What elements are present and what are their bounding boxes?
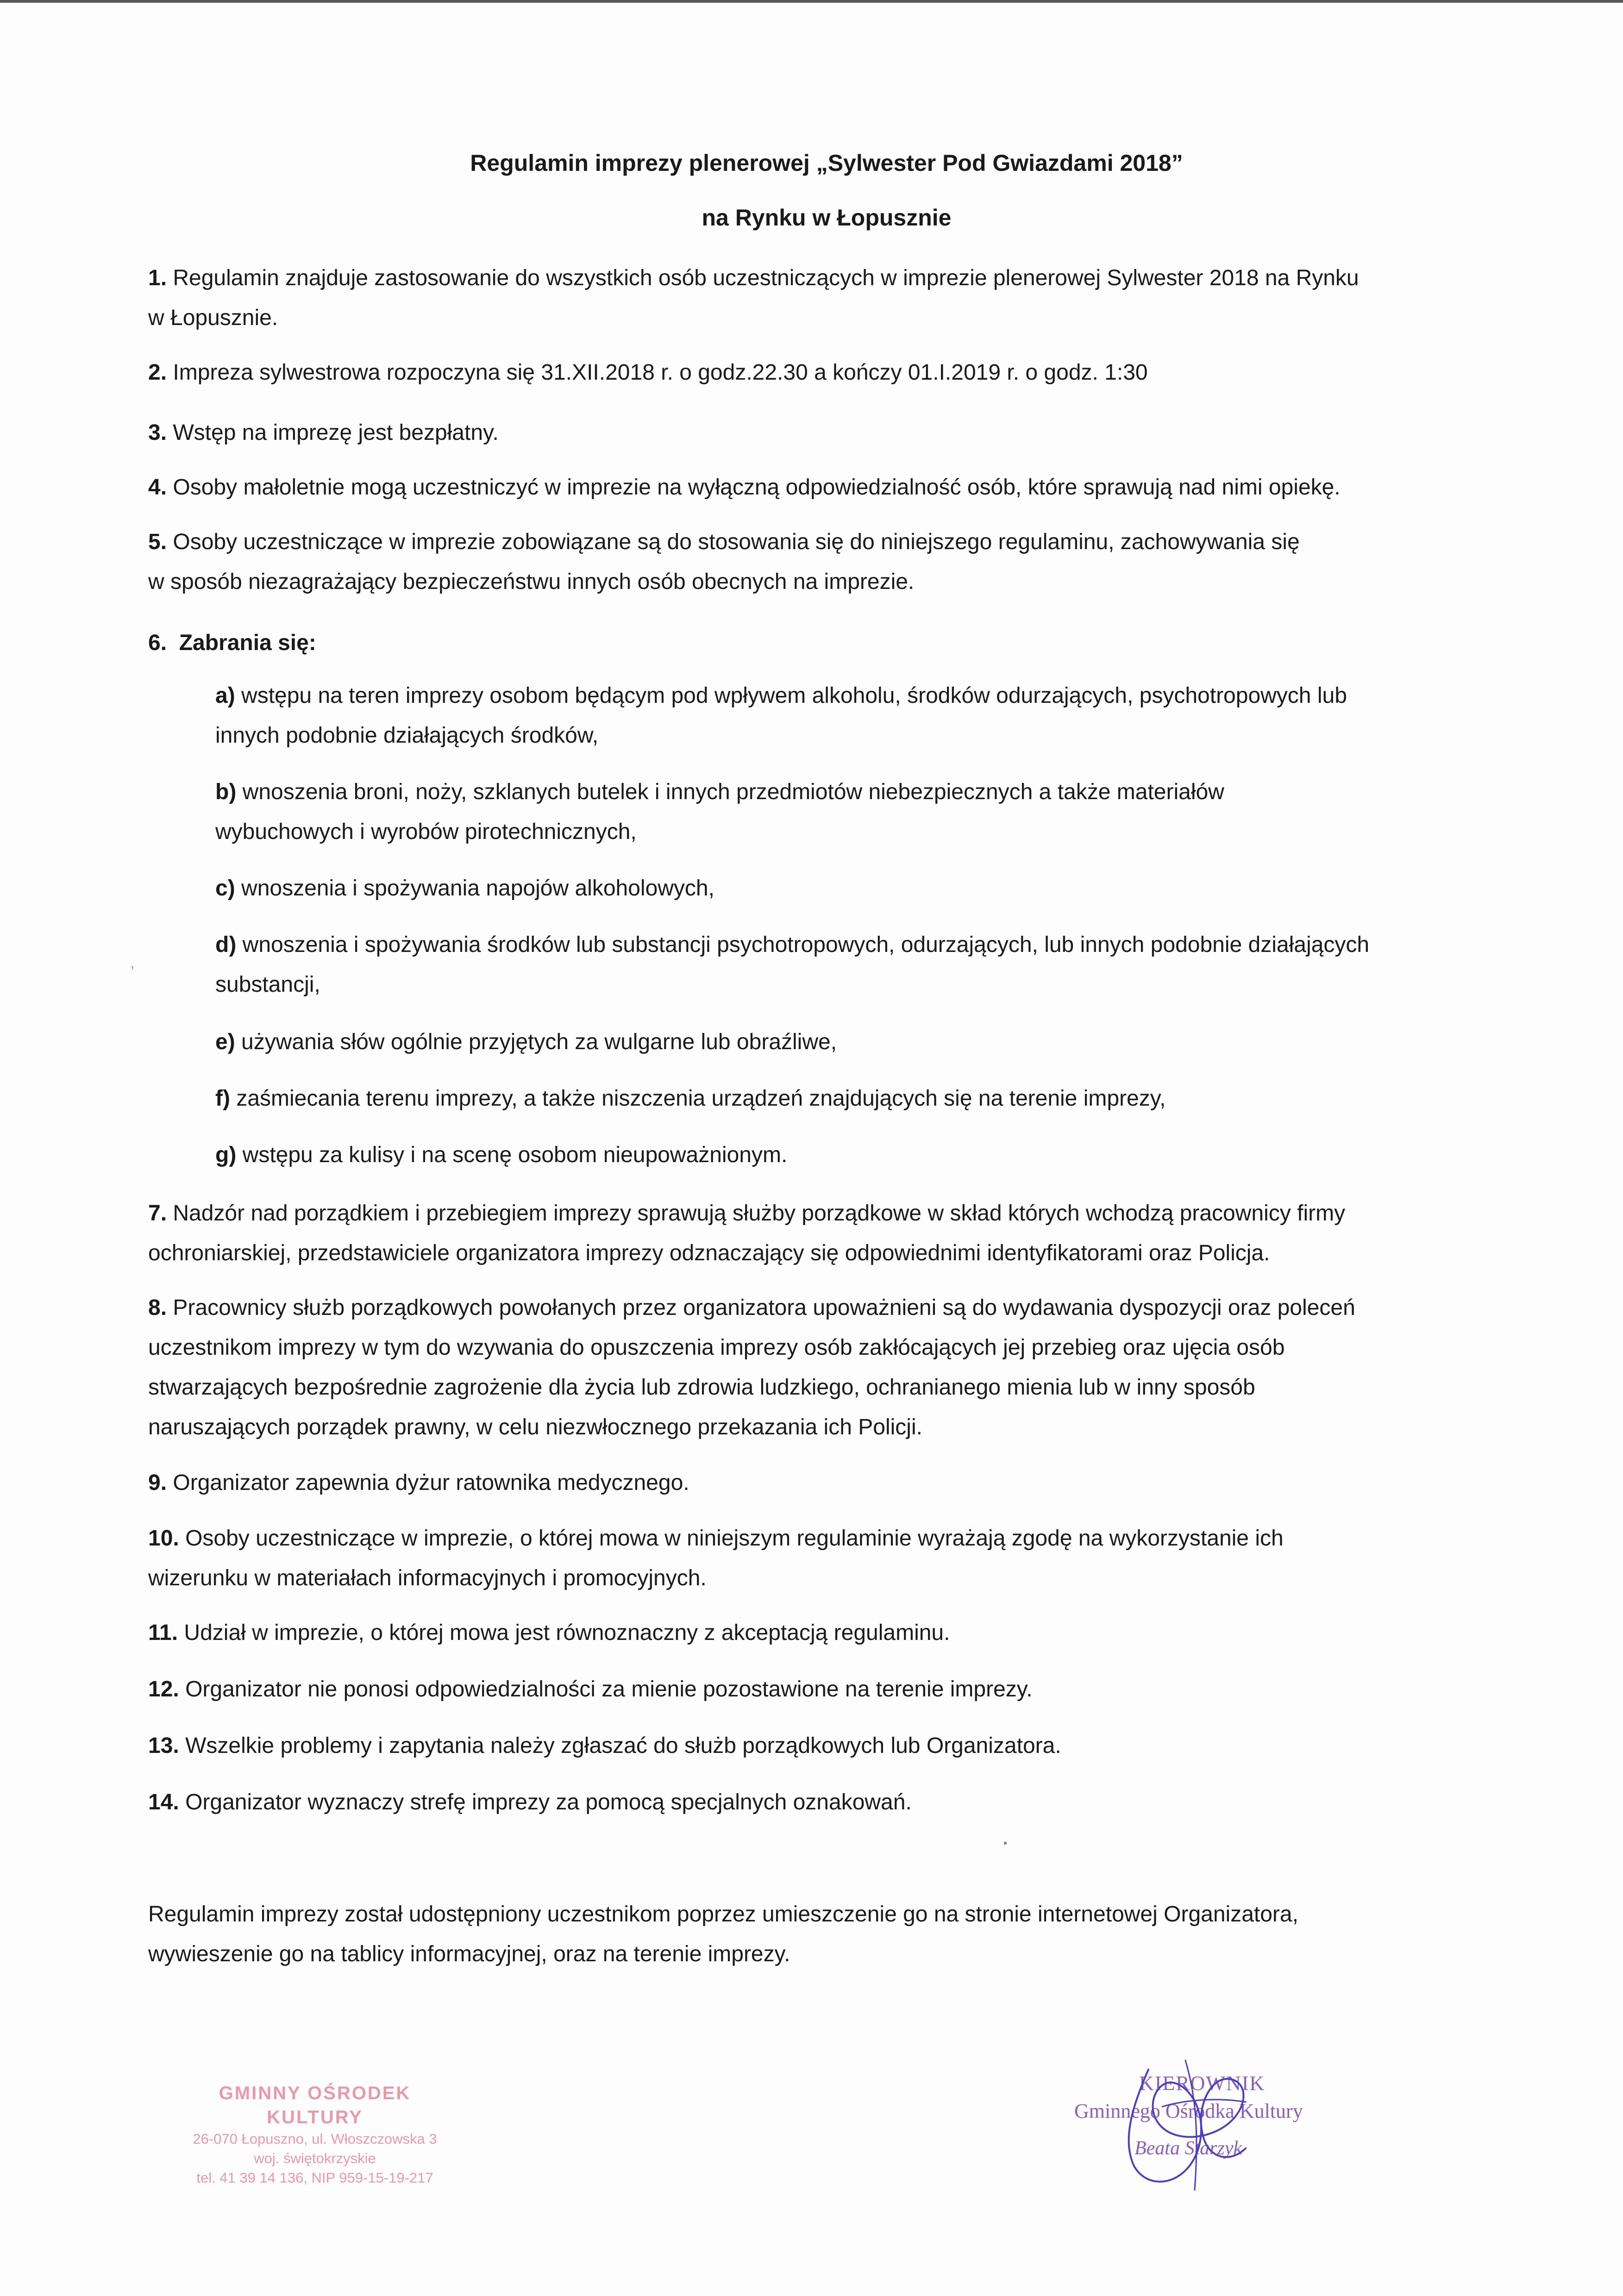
rule-text: Nadzór nad porządkiem i przebiegiem imprezy sprawują służby porządkowe w skład których wchodzą pracownicy firmy — [173, 1201, 1346, 1226]
prohibition-letter: d) — [215, 932, 237, 957]
rule-text-cont: wizerunku w materiałach informacyjnych i promocyjnych. — [148, 1566, 707, 1590]
rule-13 — [148, 1726, 1505, 1766]
margin-mark: ‚ — [131, 954, 134, 971]
rule-number: 8. — [148, 1295, 167, 1320]
rule-number: 6. — [148, 631, 167, 655]
rule-text: Regulamin znajduje zastosowanie do wszystkich osób uczestniczących w imprezie plenerowej Sylwester 2018 na Rynku — [173, 266, 1359, 290]
rule-number: 14. — [148, 1790, 179, 1814]
rule-number: 5. — [148, 530, 167, 554]
rule-text-cont: naruszających porządek prawny, w celu niezwłocznego przekazania ich Policji. — [148, 1415, 922, 1439]
rule-text: Wszelkie problemy i zapytania należy zgłaszać do służb porządkowych lub Organizatora. — [185, 1733, 1061, 1758]
rule-number: 11. — [148, 1620, 178, 1645]
prohibition-text: wnoszenia broni, noży, szklanych butelek i innych przedmiotów niebezpiecznych a także materiałów — [242, 780, 1224, 804]
prohibition-c — [215, 869, 1507, 908]
rule-2 — [148, 353, 1505, 393]
rule-text: Osoby małoletnie mogą uczestniczyć w imprezie na wyłączną odpowiedzialność osób, które sprawują nad nimi opiekę. — [173, 475, 1341, 500]
prohibition-f — [215, 1079, 1507, 1119]
prohibition-b — [215, 772, 1507, 852]
closing-line-1: Regulamin imprezy został udostępniony uczestnikom poprzez umieszczenie go na stronie internetowej Organizatora, — [148, 1902, 1298, 1927]
prohibition-a — [215, 676, 1507, 756]
prohibition-text: wstępu za kulisy i na scenę osobom nieupoważnionym. — [242, 1143, 788, 1167]
rule-text: Wstęp na imprezę jest bezpłatny. — [173, 420, 499, 445]
prohibition-text: używania słów ogólnie przyjętych za wulgarne lub obraźliwe, — [241, 1030, 837, 1054]
rule-text: Organizator nie ponosi odpowiedzialności za mienie pozostawione na terenie imprezy. — [185, 1677, 1033, 1702]
rule-number: 9. — [148, 1470, 167, 1495]
stamp-director-name: Beata Starzyk — [1134, 2138, 1242, 2159]
rule-6 — [148, 623, 1505, 663]
rule-text-cont: ochroniarskiej, przedstawiciele organizatora imprezy odznaczający się odpowiednimi identyfikatorami oraz Policja. — [148, 1241, 1270, 1265]
rule-10 — [148, 1519, 1505, 1598]
rule-text: Organizator zapewnia dyżur ratownika medycznego. — [173, 1470, 689, 1495]
rule-14 — [148, 1783, 1505, 1822]
prohibition-d — [215, 925, 1507, 1005]
rule-9 — [148, 1463, 1505, 1503]
scan-dot-mark — [1004, 1842, 1007, 1845]
prohibition-text-cont: wybuchowych i wyrobów pirotechnicznych, — [215, 820, 637, 844]
closing-paragraph — [148, 1895, 1505, 1974]
rule-number: 12. — [148, 1677, 179, 1702]
document-subtitle: na Rynku w Łopusznie — [702, 205, 952, 231]
rule-7 — [148, 1194, 1505, 1273]
prohibition-e — [215, 1022, 1507, 1062]
rule-5 — [148, 522, 1505, 602]
prohibition-text: wnoszenia i spożywania napojów alkoholowych, — [241, 876, 714, 901]
rule-4 — [148, 468, 1505, 507]
handwritten-signature — [1079, 2051, 1320, 2199]
prohibition-text: zaśmiecania terenu imprezy, a także niszczenia urządzeń znajdujących się na terenie imprezy, — [236, 1086, 1166, 1111]
prohibition-text: wnoszenia i spożywania środków lub substancji psychotropowych, odurzających, lub innych podobnie działających — [242, 932, 1370, 957]
stamp-director-title: KIEROWNIK — [1139, 2072, 1266, 2095]
rule-text: Osoby uczestniczące w imprezie, o której mowa w niniejszym regulaminie wyrażają zgodę na wykorzystanie ich — [185, 1526, 1284, 1551]
rule-text: Pracownicy służb porządkowych powołanych przez organizatora upoważnieni są do wydawania dyspozycji oraz poleceń — [173, 1295, 1355, 1320]
stamp-contact: tel. 41 39 14 136, NIP 959-15-19-217 — [196, 2170, 433, 2186]
rule-text: Osoby uczestniczące w imprezie zobowiązane są do stosowania się do niniejszego regulaminu, zachowywania się — [173, 530, 1300, 554]
closing-line-2: wywieszenie go na tablicy informacyjnej, oraz na terenie imprezy. — [148, 1942, 790, 1966]
institution-stamp — [176, 2081, 454, 2188]
rule-number: 4. — [148, 475, 167, 500]
rule-text-cont: uczestnikom imprezy w tym do wzywania do opuszczenia imprezy osób zakłócających jej przebieg oraz ujęcia osób — [148, 1335, 1285, 1360]
prohibition-text: wstępu na teren imprezy osobom będącym pod wpływem alkoholu, środków odurzających, psychotropowych lub — [241, 683, 1347, 708]
rule-text-cont: w Łopusznie. — [148, 306, 278, 330]
rule-12 — [148, 1670, 1505, 1709]
stamp-address: 26-070 Łopuszno, ul. Włoszczowska 3 — [193, 2131, 437, 2147]
prohibition-letter: a) — [215, 683, 235, 708]
prohibition-text-cont: innych podobnie działających środków, — [215, 723, 599, 748]
stamp-institution-name: GMINNY OŚRODEK KULTURY — [219, 2083, 411, 2127]
prohibition-letter: f) — [215, 1086, 230, 1111]
stamp-director-institution: Gminnego Ośrodka Kultury — [1074, 2100, 1303, 2122]
rule-11 — [148, 1613, 1505, 1653]
rule-heading: Zabrania się: — [179, 631, 316, 655]
prohibition-text-cont: substancji, — [215, 972, 320, 997]
rule-1 — [148, 258, 1505, 338]
rule-number: 3. — [148, 420, 167, 445]
prohibition-letter: g) — [215, 1143, 237, 1167]
rule-3 — [148, 413, 1505, 453]
rule-text-cont: stwarzających bezpośrednie zagrożenie dla życia lub zdrowia ludzkiego, ochranianego mienia lub w inny sposób — [148, 1375, 1255, 1400]
rule-8 — [148, 1288, 1505, 1447]
rule-number: 10. — [148, 1526, 179, 1551]
rule-text: Impreza sylwestrowa rozpoczyna się 31.XII.2018 r. o godz.22.30 a kończy 01.I.2019 r. o godz. 1:30 — [173, 360, 1148, 385]
rule-text: Organizator wyznaczy strefę imprezy za pomocą specjalnych oznakowań. — [185, 1790, 912, 1814]
rule-number: 7. — [148, 1201, 167, 1226]
rule-number: 1. — [148, 266, 167, 290]
prohibition-g — [215, 1135, 1507, 1175]
rule-number: 13. — [148, 1733, 179, 1758]
rule-number: 2. — [148, 360, 167, 385]
rule-text: Udział w imprezie, o której mowa jest równoznaczny z akceptacją regulaminu. — [184, 1620, 950, 1645]
scan-top-edge — [0, 0, 1623, 3]
document-title: Regulamin imprezy plenerowej „Sylwester Pod Gwiazdami 2018” — [470, 150, 1183, 176]
stamp-region: woj. świętokrzyskie — [254, 2150, 376, 2166]
prohibition-letter: e) — [215, 1030, 235, 1054]
prohibition-letter: c) — [215, 876, 235, 901]
rule-text-cont: w sposób niezagrażający bezpieczeństwu innych osób obecnych na imprezie. — [148, 569, 915, 594]
prohibition-letter: b) — [215, 780, 237, 804]
